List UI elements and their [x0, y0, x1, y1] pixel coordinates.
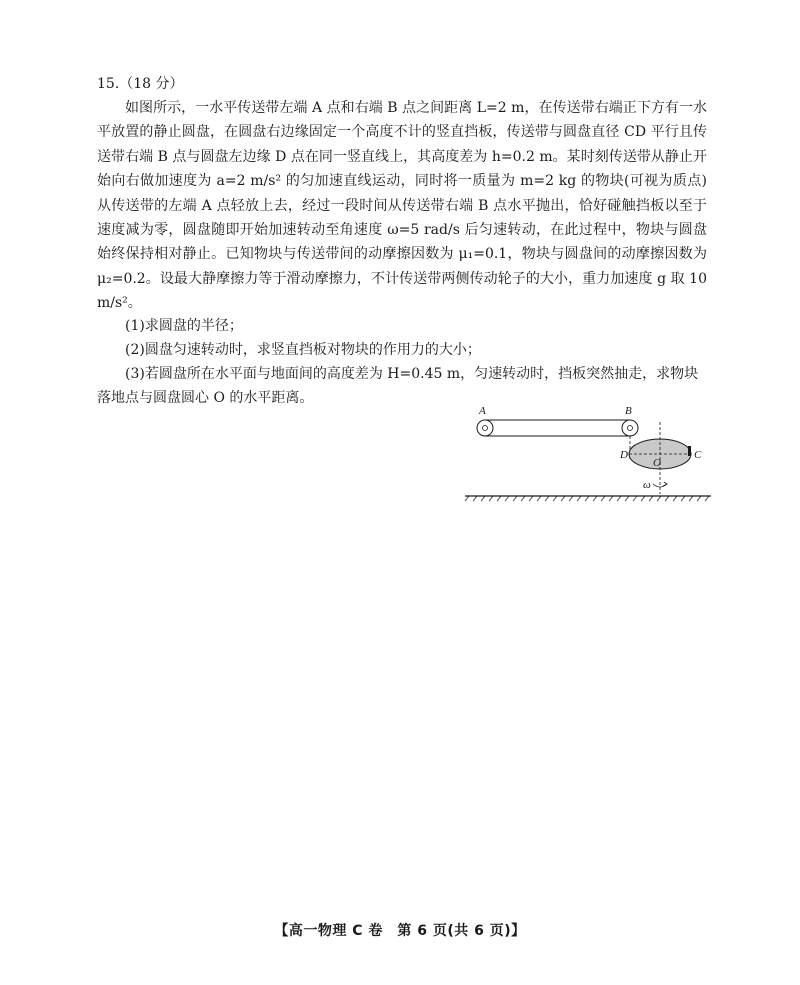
page-footer: 【高一物理 C 卷 第 6 页(共 6 页)】	[274, 923, 526, 939]
conveyor-disk-figure	[463, 400, 713, 510]
label-omega: ω	[643, 479, 651, 491]
left-pulley	[477, 420, 493, 436]
vertical-baffle	[688, 446, 691, 456]
conveyor-belt	[477, 420, 638, 436]
question-stem-block	[97, 96, 707, 316]
sub-question-2: (2)圆盘匀速转动时，求竖直挡板对物块的作用力的大小；	[125, 342, 481, 358]
label-c: C	[694, 449, 702, 461]
question-stem: 如图所示，一水平传送带左端 A 点和右端 B 点之间距离 L=2 m，在传送带右端正下方有一水平放置的静止圆盘，在圆盘右边缘固定一个高度不计的竖直挡板，传送带与圆盘直径 CD 平行且传送带右端 B 点与圆盘左边缘 D 点在同一竖直线上，其高度差为 h=0.2 m。某时刻传送带从静止开始向右做加速度为 a=2 m/s² 的匀加速直线运动，同时将一质量为 m=2 kg 的物块(可视为质点)从传送带的左端 A 点轻放上去，经过一段时间从传送带右端 B 点水平抛出，恰好碰触挡板以至于速度减为零，圆盘随即开始加速转动至角速度 ω=5 rad/s 后匀速转动，在此过程中，物块与圆盘始终保持相对静止。已知物块与传送带间的动摩擦因数为 μ₁=0.1，物块与圆盘间的动摩擦因数为 μ₂=0.2。设最大静摩擦力等于滑动摩擦力，不计传送带两侧传动轮子的大小，重力加速度 g 取 10 m/s²。	[97, 100, 707, 312]
label-d: D	[620, 449, 628, 461]
sub-question-1: (1)求圆盘的半径；	[125, 318, 243, 334]
sub-question-3: (3)若圆盘所在水平面与地面间的高度差为 H=0.45 m，匀速转动时，挡板突然抽走，求物块落地点与圆盘圆心 O 的水平距离。	[97, 366, 699, 407]
right-pulley	[622, 420, 638, 436]
label-o: O	[653, 457, 661, 469]
ground	[465, 496, 711, 501]
question-number: 15.（18 分）	[97, 76, 184, 92]
label-a: A	[479, 405, 486, 417]
label-b: B	[625, 405, 632, 417]
